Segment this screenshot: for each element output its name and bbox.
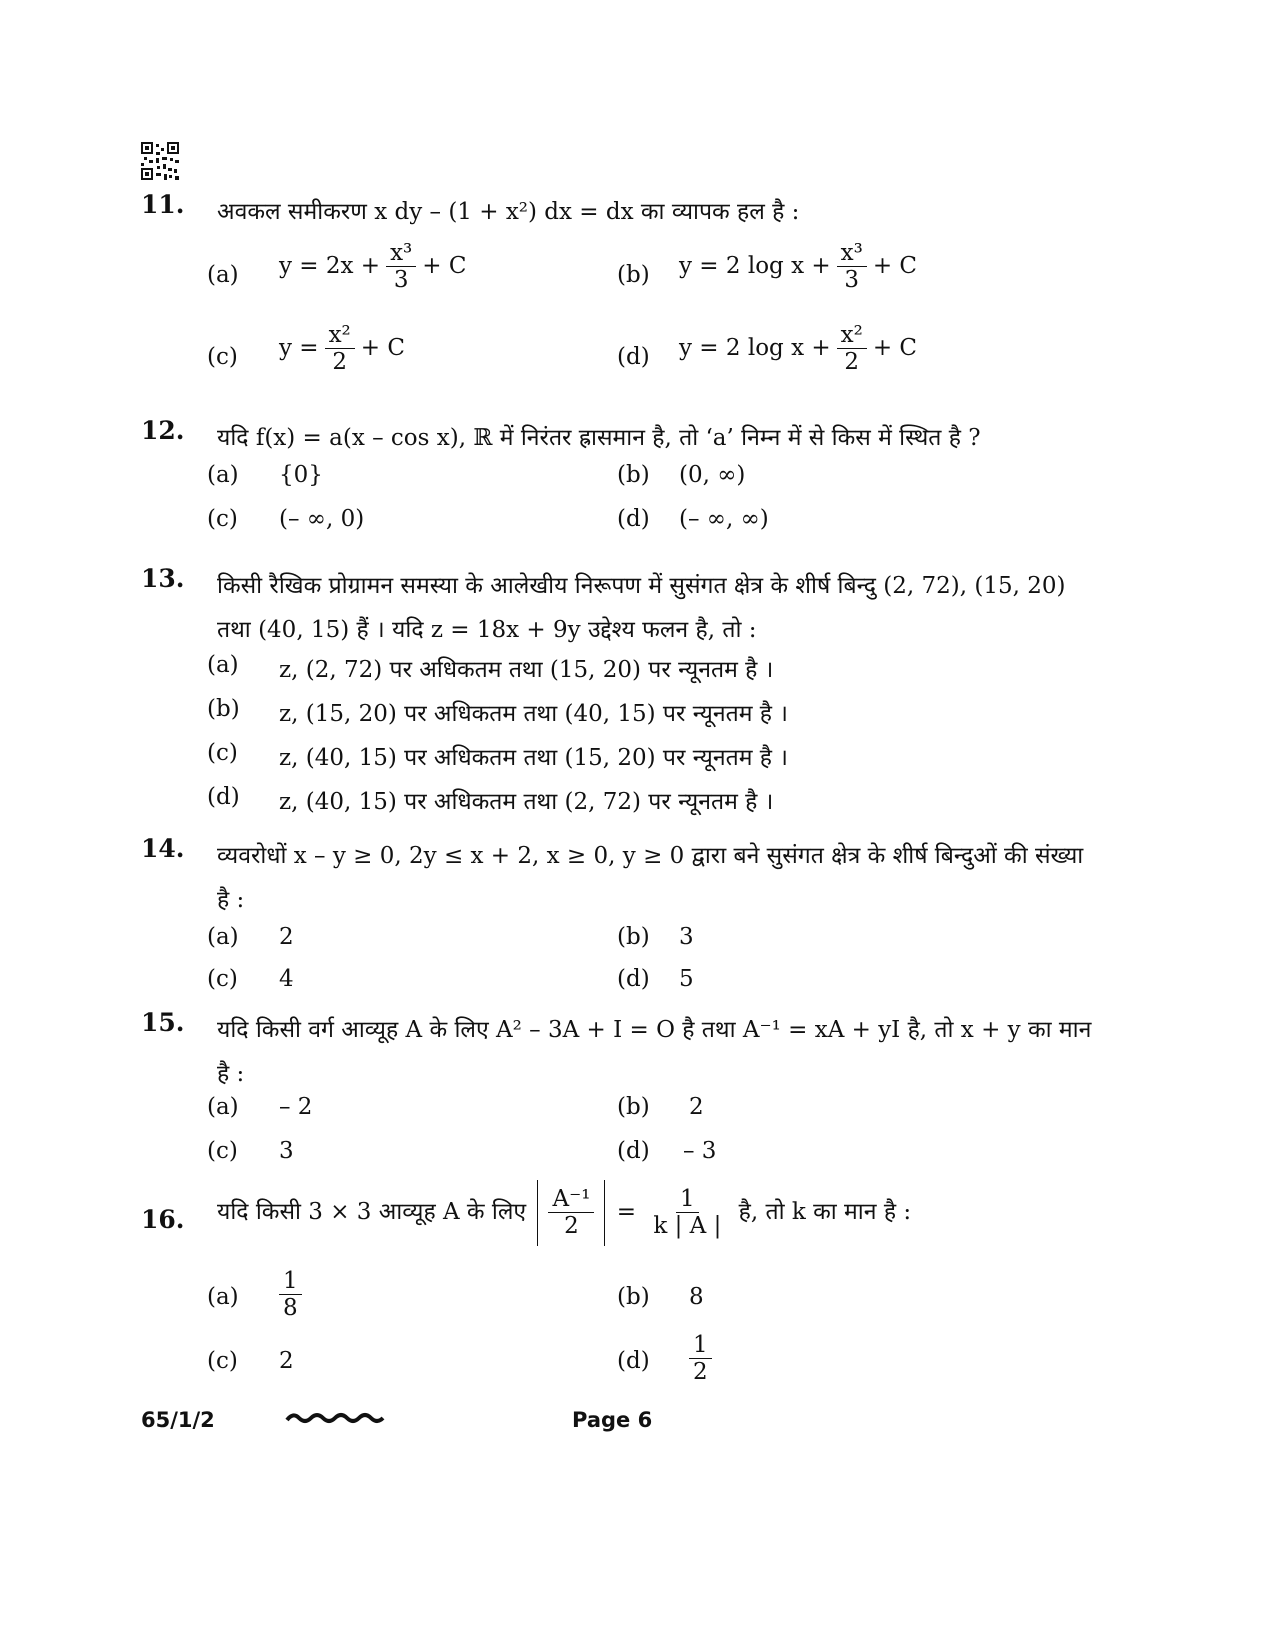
question-number: 13. bbox=[141, 564, 185, 593]
question-number: 15. bbox=[141, 1008, 185, 1037]
question-text: अवकल समीकरण x dy – (1 + x²) dx = dx का व्यापक हल है : bbox=[217, 199, 800, 225]
question-number: 16. bbox=[141, 1205, 185, 1234]
option-value: y = 2x + $\frac{\text{x³}}{3}$ + C bbox=[279, 240, 467, 294]
question-number: 11. bbox=[141, 190, 185, 219]
page-number: Page 6 bbox=[572, 1408, 653, 1432]
question-text: व्यवरोधों x – y ≥ 0, 2y ≤ x + 2, x ≥ 0, y ≥ 0 द्वारा बने सुसंगत क्षेत्र के शीर्ष बिन्दुओं की संख्या है : bbox=[217, 843, 1084, 913]
question-number: 12. bbox=[141, 416, 185, 445]
question-text: यदि किसी वर्ग आव्यूह A के लिए A² – 3A + I = O है तथा A⁻¹ = xA + yI है, तो x + y का मान है : bbox=[217, 1017, 1092, 1087]
option-value: y = 2 log x + $\frac{\text{x³}}{3}$ + C bbox=[679, 240, 918, 294]
option-label: (c) bbox=[207, 344, 238, 370]
paper-code: 65/1/2 bbox=[141, 1408, 215, 1432]
exam-page: 11. अवकल समीकरण x dy – (1 + x²) dx = dx का व्यापक हल है : (a) y = 2x + $\frac{\text{x³}}{3}$ + C (b) y = 2 log x + $\frac{\text{x³}}{3}$ + C (c) y = $\frac{\text{x²}}{2}$ + C (d) y = 2 log x + $\frac{\text{x²}}{2}$ + C 12. यदि f(x) = a(x – cos x), ℝ में निरंतर ह्रासमान है, तो ‘a’ निम्न में से किस में स्थित है ? (a) {0} (b) (0, ∞) (c) (– ∞, 0) (d) (– ∞, ∞) 13. किसी रैखिक प्रोग्रामन समस्या के आलेखीय निरूपण में सुसंगत क्षेत्र के शीर्ष बिन्दु (2, 72), (15, 20) तथा (40, 15) हैं । यदि z = 18x + 9y उद्देश्य फलन है, तो : (a) z, (2, 72) पर अधिकतम तथा (15, 20) पर न्यूनतम है । (b) z, (15, 20) पर अधिकतम तथा (40, 15) पर न्यूनतम है । (c) z, (40, 15) पर अधिकतम तथा (15, 20) पर न्यूनतम है । (d) z, (40, 15) पर अधिकतम तथा (2, 72) पर न्यूनतम है । 14. व्यवरोधों x – y ≥ 0, 2y ≤ x + 2, x ≥ 0, y ≥ 0 द्वारा बने सुसंगत क्षेत्र के शीर्ष बिन्दुओं की संख्या है : (a) 2 (b) 3 (c) 4 (d) 5 15. यदि किसी वर्ग आव्यूह A के लिए A² – 3A + I = O है तथा A⁻¹ = xA + yI है, तो x + y का मान है : (a) – 2 (b) 2 (c) 3 (d) – 3 16. यदि किसी 3 × 3 आव्यूह A के लिए $\frac{\text{A⁻¹}}{2}$ = $\frac{1}{k | A |}$ है, तो k का मान है : (a) $\frac{1}{8}$ (b) 8 (c) 2 (d) $\frac{1}{2}$ 65/1/2 Page 6 bbox=[0, 0, 1275, 1651]
question-text: किसी रैखिक प्रोग्रामन समस्या के आलेखीय निरूपण में सुसंगत क्षेत्र के शीर्ष बिन्दु (2, 72), (15, 20) तथा (40, 15) हैं । यदि z = 18x + 9y उद्देश्य फलन है, तो : bbox=[217, 573, 1066, 643]
question-text: यदि किसी 3 × 3 आव्यूह A के लिए $\frac{\text{A⁻¹}}{2}$ = $\frac{1}{k | A |}$ है, तो k का मान है : bbox=[217, 1180, 1097, 1246]
option-value: $\frac{1}{2}$ bbox=[689, 1332, 712, 1386]
determinant: $\frac{\text{A⁻¹}}{2}$ bbox=[537, 1180, 605, 1246]
wave-ornament-icon bbox=[285, 1406, 385, 1430]
option-value: $\frac{1}{8}$ bbox=[279, 1268, 302, 1322]
option-label: (a) bbox=[207, 262, 239, 288]
option-value: y = 2 log x + $\frac{\text{x²}}{2}$ + C bbox=[679, 322, 918, 376]
question-number: 14. bbox=[141, 834, 185, 863]
option-value: y = $\frac{\text{x²}}{2}$ + C bbox=[279, 322, 405, 376]
option-label: (b) bbox=[617, 262, 650, 288]
qr-code-icon bbox=[141, 142, 179, 180]
question-text: यदि f(x) = a(x – cos x), ℝ में निरंतर ह्रासमान है, तो ‘a’ निम्न में से किस में स्थित है ? bbox=[217, 425, 981, 451]
option-label: (d) bbox=[617, 344, 650, 370]
